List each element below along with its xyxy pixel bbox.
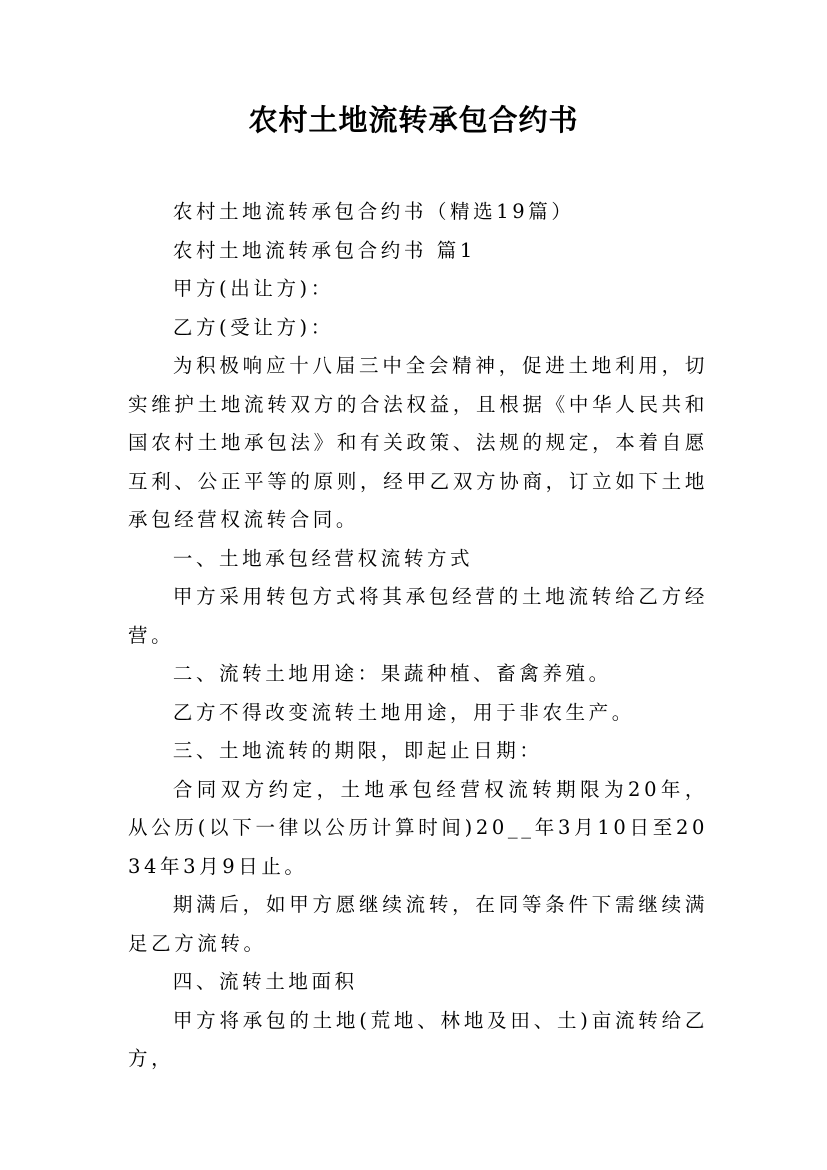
document-body — [128, 193, 708, 1079]
paragraph-clause-3-heading: 三、土地流转的期限，即起止日期： — [172, 739, 543, 762]
paragraph-section-heading: 农村土地流转承包合约书 篇1 — [172, 238, 476, 262]
paragraph-clause-4-heading: 四、流转土地面积 — [172, 970, 358, 993]
paragraph-party-a: 甲方(出让方)： — [172, 277, 334, 300]
paragraph-clause-1-heading: 一、土地承包经营权流转方式 — [172, 546, 474, 570]
paragraph-preamble: 为积极响应十八届三中全会精神，促进土地利用，切实维护土地流转双方的合法权益，且根据《中华人民共和国农村土地承包法》和有关政策、法规的规定，本着自愿互利、公正平等的原则，经甲乙双方协商，订立如下土地承包经营权流转合同。 — [128, 354, 708, 531]
paragraph-clause-2-heading: 二、流转土地用途：果蔬种植、畜禽养殖。 — [172, 662, 612, 685]
paragraph-subtitle: 农村土地流转承包合约书（精选19篇） — [172, 200, 575, 223]
paragraph-clause-3-renewal: 期满后，如甲方愿继续流转，在同等条件下需继续满足乙方流转。 — [128, 893, 708, 955]
paragraph-clause-3-text: 合同双方约定，土地承包经营权流转期限为20年，从公历(以下一律以公历计算时间)20__年3月10日至2034年3月9日止。 — [128, 777, 708, 878]
document-title: 农村土地流转承包合约书 — [248, 103, 579, 137]
paragraph-clause-2-text: 乙方不得改变流转土地用途，用于非农生产。 — [172, 700, 635, 724]
paragraph-clause-4-text: 甲方将承包的土地(荒地、林地及田、土)亩流转给乙方， — [128, 1008, 708, 1070]
paragraph-clause-1-text: 甲方采用转包方式将其承包经营的土地流转给乙方经营。 — [128, 585, 708, 647]
paragraph-party-b: 乙方(受让方)： — [172, 315, 334, 339]
